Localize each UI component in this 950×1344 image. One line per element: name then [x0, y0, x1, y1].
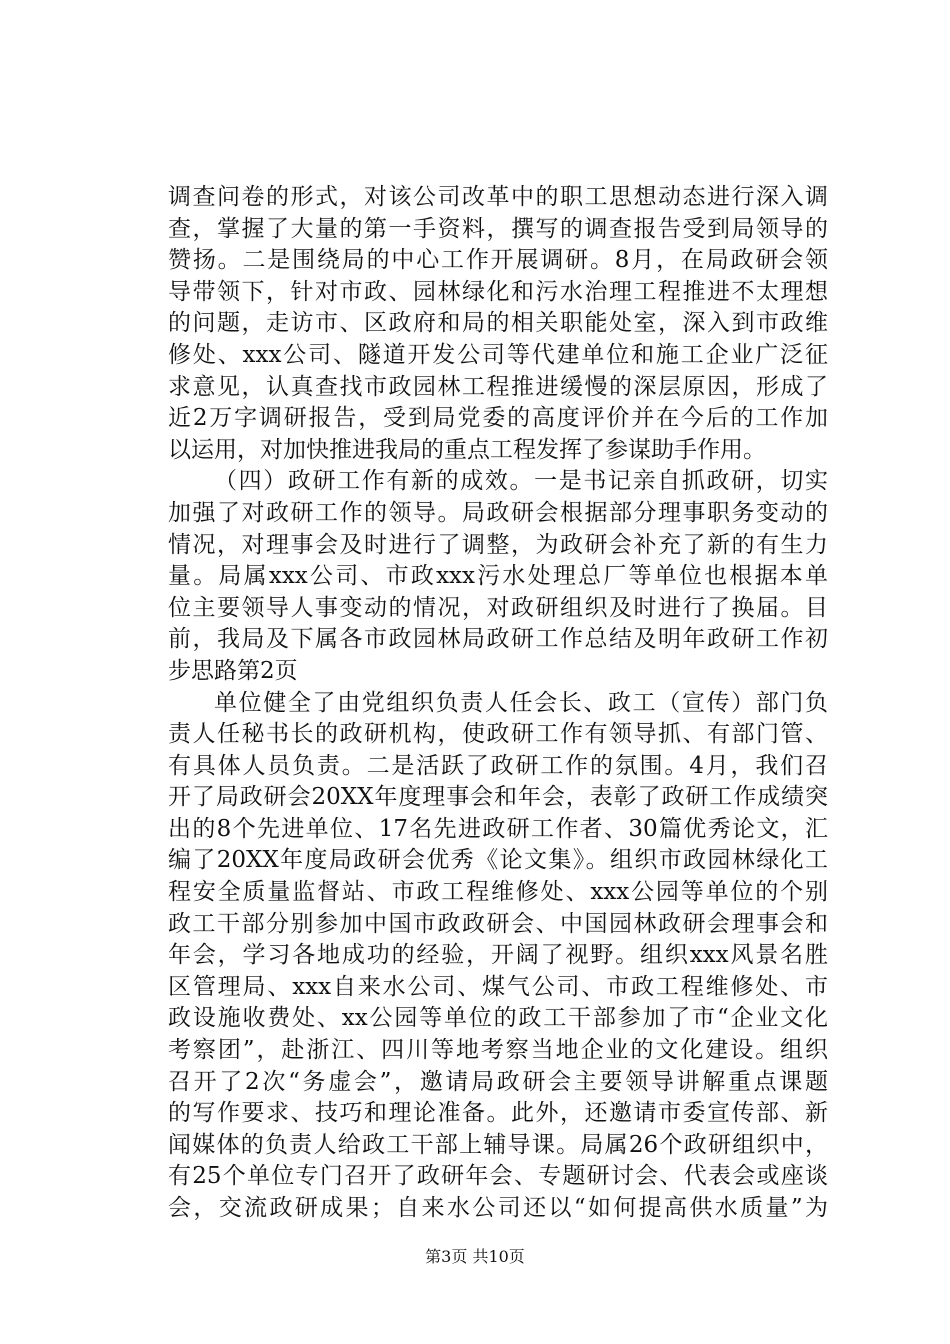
text-line: 区管理局、xxx自来水公司、煤气公司、市政工程维修处、市 [168, 973, 828, 1000]
text-line: 的写作要求、技巧和理论准备。此外，还邀请市委宣传部、新 [168, 1100, 828, 1127]
text-line: 以运用，对加快推进我局的重点工程发挥了参谋助手作用。 [168, 436, 766, 463]
text-line: 赞扬。二是围绕局的中心工作开展调研。8月，在局政研会领 [168, 247, 828, 274]
text-line: 政工干部分别参加中国市政政研会、中国园林政研会理事会和 [168, 910, 828, 937]
text-line: 调查问卷的形式，对该公司改革中的职工思想动态进行深入调 [168, 184, 828, 210]
text-line: 加强了对政研工作的领导。局政研会根据部分理事职务变动的 [168, 499, 828, 526]
text-line: 修处、xxx公司、隧道开发公司等代建单位和施工企业广泛征 [168, 341, 828, 368]
text-line: 步思路第2页 [168, 657, 298, 684]
page-footer: 第3页 共10页 [425, 1247, 525, 1266]
text-line: 年会，学习各地成功的经验，开阔了视野。组织xxx风景名胜 [168, 942, 828, 969]
text-line: 前，我局及下属各市政园林局政研工作总结及明年政研工作初 [168, 626, 828, 653]
text-line: 单位健全了由党组织负责人任会长、政工（宣传）部门负 [214, 689, 828, 716]
text-line: 有25个单位专门召开了政研年会、专题研讨会、代表会或座谈 [168, 1163, 828, 1190]
text-line: 编了20XX年度局政研会优秀《论文集》。组织市政园林绿化工 [168, 847, 828, 874]
text-line: 导带领下，针对市政、园林绿化和污水治理工程推进不太理想 [168, 278, 828, 305]
body-text [168, 182, 828, 1225]
text-line: 有具体人员负责。二是活跃了政研工作的氛围。4月，我们召 [168, 752, 828, 779]
text-line: 责人任秘书长的政研机构，使政研工作有领导抓、有部门管、 [168, 721, 828, 748]
text-line: 出的8个先进单位、17名先进政研工作者、30篇优秀论文，汇 [168, 815, 828, 842]
text-line: 开了局政研会20XX年度理事会和年会，表彰了政研工作成绩突 [168, 784, 828, 811]
text-line: 政设施收费处、xx公园等单位的政工干部参加了市“企业文化 [168, 1005, 828, 1032]
text-line: 会，交流政研成果；自来水公司还以“如何提高供水质量”为 [168, 1195, 828, 1221]
text-line: 量。局属xxx公司、市政xxx污水处理总厂等单位也根据本单 [168, 563, 828, 590]
text-line: 求意见，认真查找市政园林工程推进缓慢的深层原因，形成了 [168, 373, 828, 400]
text-line: 考察团”，赴浙江、四川等地考察当地企业的文化建设。组织 [168, 1037, 828, 1064]
text-line: 查，掌握了大量的第一手资料，撰写的调查报告受到局领导的 [168, 215, 828, 242]
text-line: 闻媒体的负责人给政工干部上辅导课。局属26个政研组织中， [168, 1131, 828, 1158]
text-line: 近2万字调研报告，受到局党委的高度评价并在今后的工作加 [168, 405, 828, 432]
text-line: 情况，对理事会及时进行了调整，为政研会补充了新的有生力 [168, 531, 828, 558]
text-line: 程安全质量监督站、市政工程维修处、xxx公园等单位的个别 [168, 879, 828, 906]
text-line: （四）政研工作有新的成效。一是书记亲自抓政研，切实 [214, 468, 828, 495]
text-line: 召开了2次“务虚会”，邀请局政研会主要领导讲解重点课题 [168, 1068, 828, 1095]
text-line: 位主要领导人事变动的情况，对政研组织及时进行了换届。目 [168, 594, 828, 621]
text-line: 的问题，走访市、区政府和局的相关职能处室，深入到市政维 [168, 310, 828, 337]
